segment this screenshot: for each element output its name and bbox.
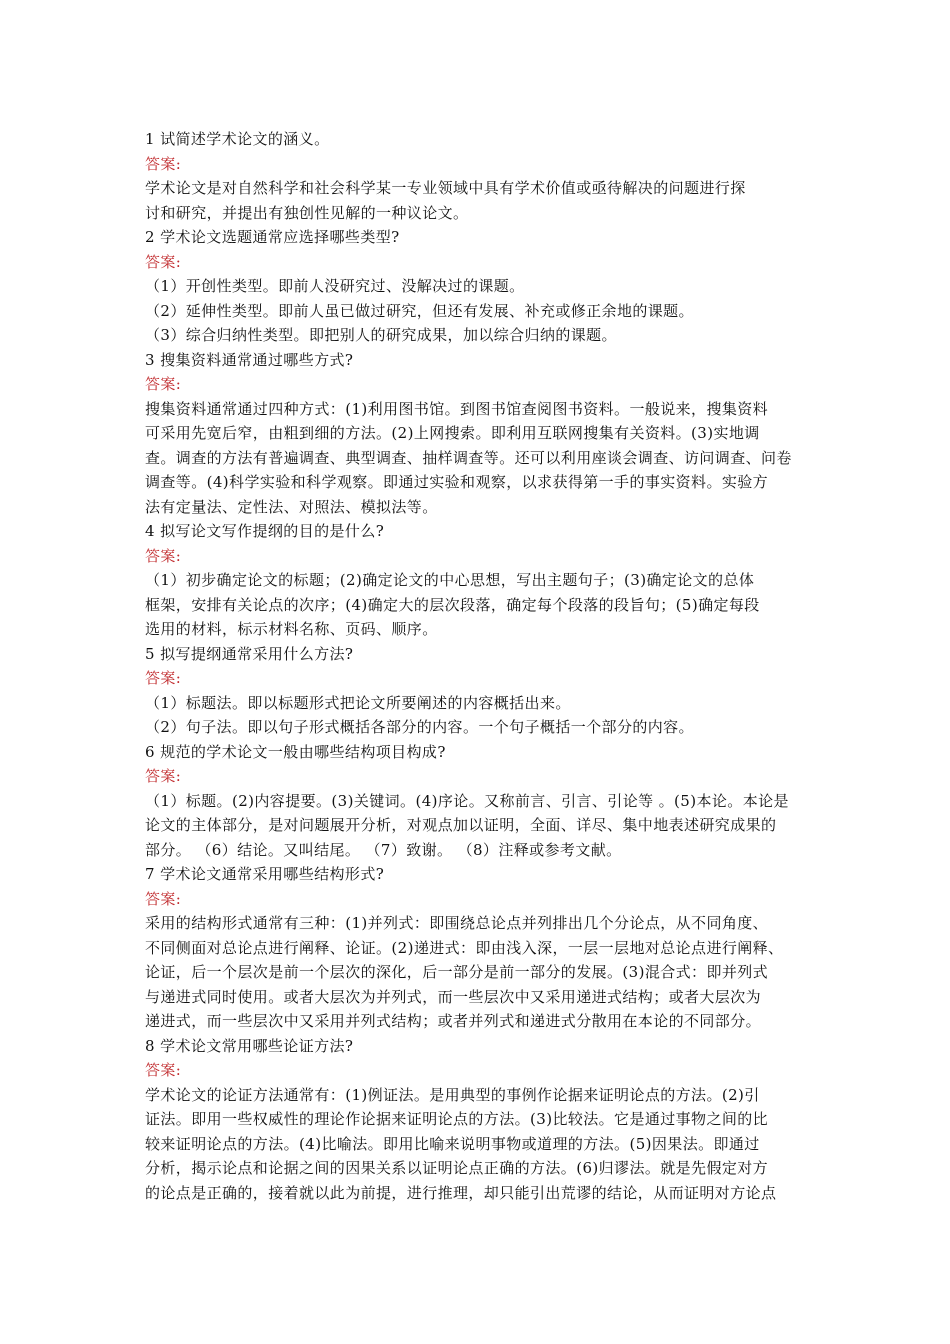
qa-block <box>145 1034 810 1206</box>
qa-block <box>145 225 810 348</box>
question-text: 5 拟写提纲通常采用什么方法? <box>145 644 354 663</box>
question-text: 3 搜集资料通常通过哪些方式? <box>145 350 354 369</box>
qa-content <box>145 127 810 1205</box>
answer-line: （2）句子法。即以句子形式概括各部分的内容。一个句子概括一个部分的内容。 <box>145 718 694 736</box>
question-text: 8 学术论文常用哪些论证方法? <box>145 1036 354 1055</box>
answer-label: 答案: <box>145 1061 182 1079</box>
answer-label: 答案: <box>145 767 182 785</box>
answer-line: （1）开创性类型。即前人没研究过、没解决过的课题。 <box>145 277 525 295</box>
answer-line: 法有定量法、定性法、对照法、模拟法等。 <box>145 497 438 516</box>
question-text: 2 学术论文选题通常应选择哪些类型? <box>145 228 400 246</box>
answer-line: 讨和研究，并提出有独创性见解的一种议论文。 <box>145 203 469 222</box>
answer-line: 选用的材料，标示材料名称、页码、顺序。 <box>145 620 438 638</box>
answer-label: 答案: <box>145 375 182 393</box>
question-text: 1 试简述学术论文的涵义。 <box>145 130 330 148</box>
answer-line: 论证，后一个层次是前一个层次的深化，后一部分是前一部分的发展。(3)混合式：即并列式 <box>145 963 769 981</box>
answer-line: 与递进式同时使用。或者大层次为并列式，而一些层次中又采用递进式结构；或者大层次为 <box>145 987 762 1006</box>
answer-line: （2）延伸性类型。即前人虽已做过研究，但还有发展、补充或修正余地的课题。 <box>145 301 694 320</box>
answer-line: 论文的主体部分，是对问题展开分析，对观点加以证明，全面、详尽、集中地表述研究成果的 <box>145 816 777 834</box>
qa-block <box>145 642 810 740</box>
question-text: 7 学术论文通常采用哪些结构形式? <box>145 865 385 883</box>
answer-line: （3）综合归纳性类型。即把别人的研究成果，加以综合归纳的课题。 <box>145 326 617 344</box>
answer-label: 答案: <box>145 252 182 271</box>
answer-line: 不同侧面对总论点进行阐释、论证。(2)递进式：即由浅入深，一层一层地对总论点进行阐释、 <box>145 938 784 957</box>
qa-block <box>145 740 810 863</box>
answer-line: 证法。即用一些权威性的理论作论据来证明论点的方法。(3)比较法。它是通过事物之间的比 <box>145 1110 769 1128</box>
answer-line: 部分。 （6）结论。又叫结尾。 （7）致谢。 （8）注释或参考文献。 <box>145 840 622 859</box>
answer-line: 查。调查的方法有普遍调查、典型调查、抽样调查等。还可以利用座谈会调查、访问调查、问卷 <box>145 448 792 467</box>
qa-block <box>145 519 810 642</box>
answer-line: 学术论文的论证方法通常有：(1)例证法。是用典型的事例作论据来证明论点的方法。(2)引 <box>145 1085 760 1104</box>
answer-line: 分析，揭示论点和论据之间的因果关系以证明论点正确的方法。(6)归谬法。就是先假定对方 <box>145 1159 769 1177</box>
answer-label: 答案: <box>145 669 182 687</box>
answer-line: 框架，安排有关论点的次序；(4)确定大的层次段落，确定每个段落的段旨句；(5)确定每段 <box>145 595 760 614</box>
answer-line: （1）初步确定论文的标题；(2)确定论文的中心思想，写出主题句子；(3)确定论文的总体 <box>145 571 755 589</box>
answer-label: 答案: <box>145 546 182 565</box>
qa-block <box>145 862 810 1034</box>
answer-line: 采用的结构形式通常有三种：(1)并列式：即围绕总论点并列排出几个分论点，从不同角度、 <box>145 914 769 932</box>
answer-label: 答案: <box>145 154 182 173</box>
qa-block <box>145 127 810 225</box>
answer-line: 递进式，而一些层次中又采用并列式结构；或者并列式和递进式分散用在本论的不同部分。 <box>145 1012 762 1030</box>
answer-line: 学术论文是对自然科学和社会科学某一专业领域中具有学术价值或亟待解决的问题进行探 <box>145 179 746 197</box>
answer-label: 答案: <box>145 889 182 908</box>
answer-line: 较来证明论点的方法。(4)比喻法。即用比喻来说明事物或道理的方法。(5)因果法。即通过 <box>145 1134 760 1153</box>
qa-block <box>145 348 810 520</box>
question-text: 4 拟写论文写作提纲的目的是什么? <box>145 522 385 540</box>
answer-line: 调查等。(4)科学实验和科学观察。即通过实验和观察，以求获得第一手的事实资料。实验方 <box>145 473 769 491</box>
question-text: 6 规范的学术论文一般由哪些结构项目构成? <box>145 742 446 761</box>
answer-line: 的论点是正确的，接着就以此为前提，进行推理，却只能引出荒谬的结论，从而证明对方论点 <box>145 1183 777 1202</box>
answer-line: （1）标题。(2)内容提要。(3)关键词。(4)序论。又称前言、引言、引论等 。(5)本论。本论是 <box>145 791 789 810</box>
answer-line: （1）标题法。即以标题形式把论文所要阐述的内容概括出来。 <box>145 693 571 712</box>
answer-line: 可采用先宽后窄，由粗到细的方法。(2)上网搜索。即利用互联网搜集有关资料。(3)实地调 <box>145 424 760 442</box>
answer-line: 搜集资料通常通过四种方式：(1)利用图书馆。到图书馆查阅图书资料。一般说来，搜集资料 <box>145 399 769 418</box>
